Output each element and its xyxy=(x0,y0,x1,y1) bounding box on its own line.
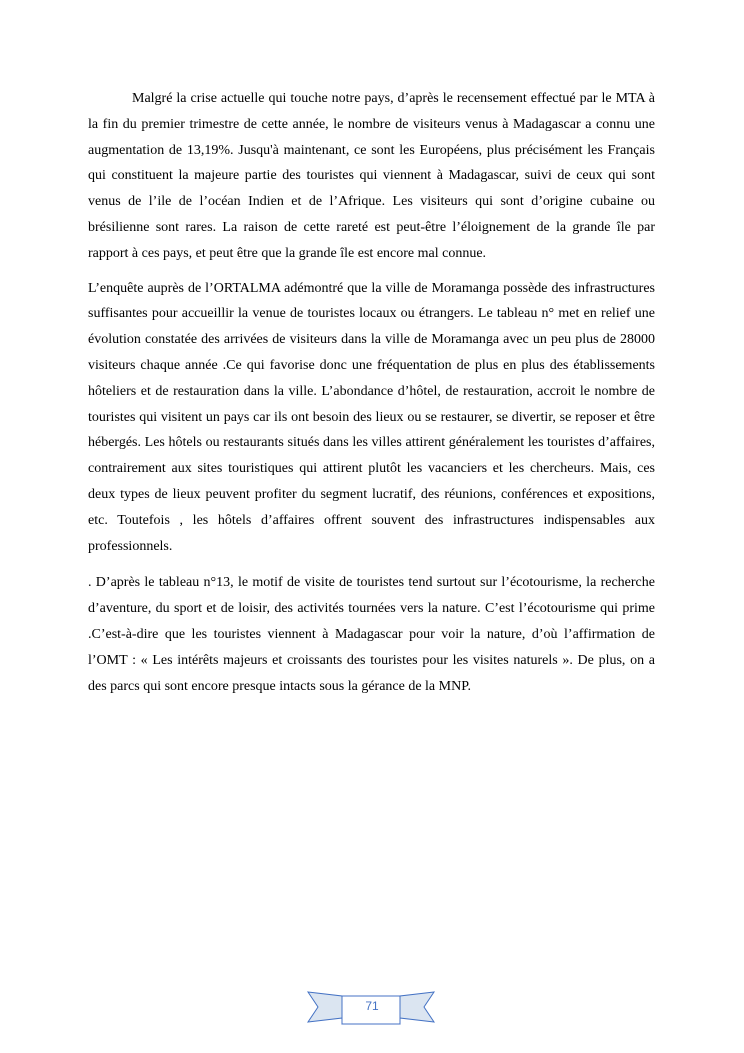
paragraph-moramanga-infrastructure: L’enquête auprès de l’ORTALMA adémontré que la ville de Moramanga possède des infrastructures suffisantes pour accueillir la venue de touristes locaux ou étrangers. Le tableau n° met en relief une évolution constatée des arrivées de visiteurs dans la ville de Moramanga avec un peu plus de 28000 visiteurs chaque année .Ce qui favorise donc une fréquentation de plus en plus des établissements hôteliers et de restauration dans la ville. L’abondance d’hôtel, de restauration, accroit le nombre de touristes qui visitent un pays car ils ont besoin des lieux ou se restaurer, se divertir, se reposer et être hébergés. Les hôtels ou restaurants situés dans les villes attirent généralement les touristes d’affaires, contrairement aux sites touristiques qui attirent plutôt les vacanciers et les chercheurs. Mais, ces deux types de lieux peuvent profiter du segment lucratif, des réunions, conférences et expositions, etc. Toutefois , les hôtels d’affaires offrent souvent des infrastructures indispensables aux professionnels. xyxy=(88,280,655,554)
page-body xyxy=(88,86,655,699)
paragraph-ecotourism: . D’après le tableau n°13, le motif de visite de touristes tend surtout sur l’écotourisme, la recherche d’aventure, du sport et de loisir, des activités tournées vers la nature. C’est l’écotourisme qui prime .C’est-à-dire que les touristes viennent à Madagascar pour voir la nature, d’où l’affirmation de l’OMT : « Les intérêts majeurs et croissants des touristes pour les visites naturels ». De plus, on a des parcs qui sont encore presque intacts sous la gérance de la MNP. xyxy=(88,575,655,694)
page-number: 71 xyxy=(365,999,379,1013)
paragraph-tourism-statistics: Malgré la crise actuelle qui touche notre pays, d’après le recensement effectué par le MTA à la fin du premier trimestre de cette année, le nombre de visiteurs venus à Madagascar a connu une augmentation de 13,19%. Jusqu'à maintenant, ce sont les Européens, plus précisément les Français qui constituent la majeure partie des touristes qui viennent à Madagascar, suivi de ceux qui sont venus de l’ile de l’océan Indien et de l’Afrique. Les visiteurs qui sont d’origine cubaine ou brésilienne sont rares. La raison de cette rareté est peut-être l’éloignement de la grande île par rapport à ces pays, et peut être que la grande île est encore mal connue. xyxy=(88,91,655,261)
page-number-banner xyxy=(306,990,436,1030)
